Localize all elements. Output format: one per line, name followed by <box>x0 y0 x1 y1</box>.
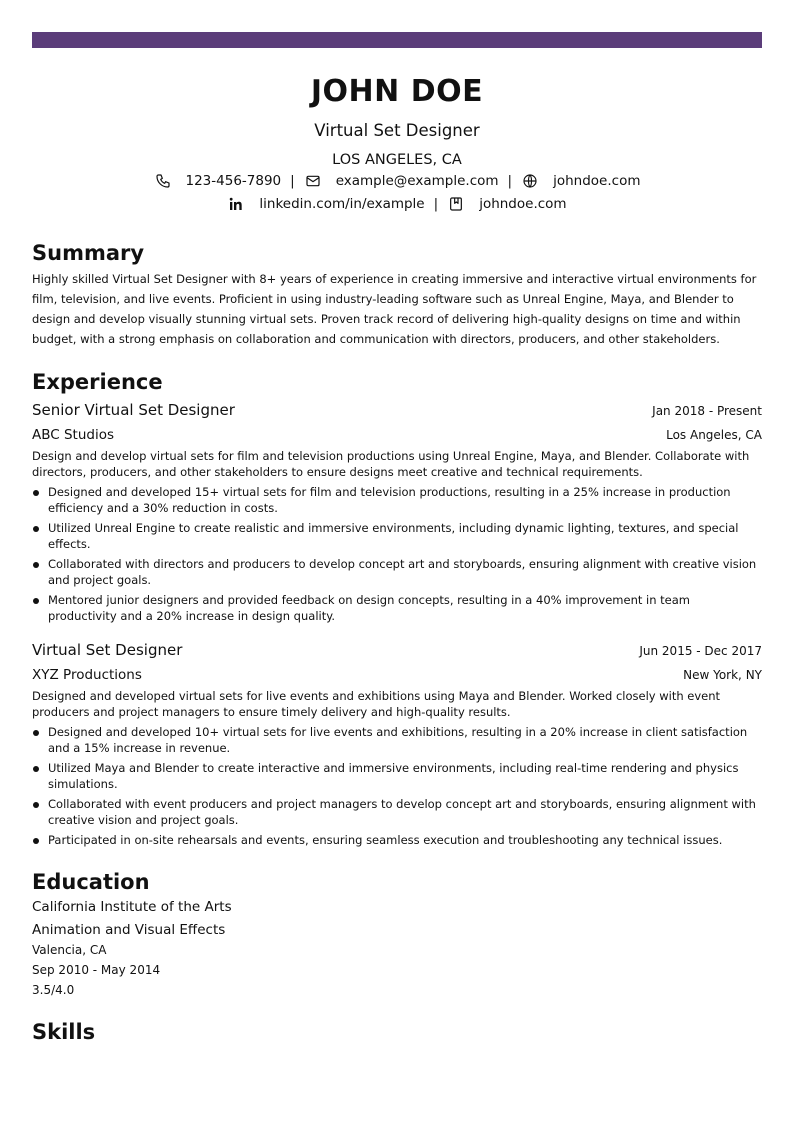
bullet-dot <box>33 766 39 772</box>
job-description: Designed and developed virtual sets for live events and exhibitions using Maya and Blender. Worked closely with event producers and project managers to ensure timely delivery and high-quality results. <box>32 689 721 719</box>
job-description: Design and develop virtual sets for film and television productions using Unreal Engine, Maya, and Blender. Collaborate with directors, producers, and other stakeholders to ensure designs meet creative and technical requirements. <box>32 449 750 479</box>
separator: | <box>507 173 513 189</box>
job-bullets <box>32 484 762 624</box>
candidate-name: JOHN DOE <box>310 74 484 109</box>
bullet-text: Collaborated with directors and producers to develop concept art and storyboards, ensuring alignment with creative vision and project goals. <box>48 557 757 587</box>
job-title: Senior Virtual Set Designer <box>32 401 235 419</box>
education-degree: Animation and Visual Effects <box>32 922 226 938</box>
list-item <box>32 796 762 828</box>
bullet-dot <box>33 490 39 496</box>
job-company: XYZ Productions <box>32 667 142 683</box>
job-company: ABC Studios <box>32 427 115 443</box>
portfolio-link[interactable]: johndoe.com <box>479 196 567 212</box>
education-location: Valencia, CA <box>32 943 107 957</box>
bullet-text: Designed and developed 15+ virtual sets for film and television productions, resulting in a 25% increase in production efficiency and a 30% reduction in costs. <box>48 485 731 515</box>
education-gpa: 3.5/4.0 <box>32 983 75 997</box>
job-dates: Jun 2015 - Dec 2017 <box>639 644 762 658</box>
contact-row-primary <box>32 170 762 192</box>
bullet-text: Utilized Maya and Blender to create interactive and immersive environments, including real-time rendering and physics simulations. <box>48 761 739 791</box>
contact-row-secondary <box>32 193 762 215</box>
job-entry <box>32 640 762 848</box>
email-link[interactable]: example@example.com <box>335 173 499 189</box>
bullet-text: Mentored junior designers and provided feedback on design concepts, resulting in a 40% improvement in team productivity and a 20% increase in design quality. <box>48 593 691 623</box>
experience-heading: Experience <box>32 370 163 394</box>
bullet-dot <box>33 562 39 568</box>
linkedin-link[interactable]: linkedin.com/in/example <box>259 196 425 212</box>
bullet-text: Collaborated with event producers and project managers to develop concept art and storyboards, ensuring alignment with creative vision and project goals. <box>48 797 756 827</box>
bullet-dot <box>33 802 39 808</box>
bookmark-icon <box>447 195 465 213</box>
candidate-location: LOS ANGELES, CA <box>332 152 462 168</box>
website-link[interactable]: johndoe.com <box>553 173 641 189</box>
education-heading: Education <box>32 870 150 894</box>
job-bullets <box>32 724 762 848</box>
list-item <box>32 520 762 552</box>
phone-icon <box>154 172 172 190</box>
skills-heading: Skills <box>32 1020 96 1044</box>
job-entry <box>32 400 762 624</box>
bullet-text: Designed and developed 10+ virtual sets for live events and exhibitions, resulting in a 20% increase in client satisfaction and a 15% increase in revenue. <box>48 725 748 755</box>
summary-text: Highly skilled Virtual Set Designer with 8+ years of experience in creating immersive and interactive virtual environments for film, television, and live events. Proficient in using industry-leading software such as Unreal Engine, Maya, and Blender to design and develop visually stunning virtual sets. Proven track record of delivering high-quality designs on time and within budget, with a strong emphasis on collaboration and communication with directors, producers, and other stakeholders. <box>32 272 757 346</box>
bullet-dot <box>33 598 39 604</box>
list-item <box>32 484 762 516</box>
job-title: Virtual Set Designer <box>32 641 183 659</box>
education-school: California Institute of the Arts <box>32 899 232 915</box>
bullet-text: Utilized Unreal Engine to create realistic and immersive environments, including dynamic lighting, textures, and special effects. <box>48 521 739 551</box>
job-location: Los Angeles, CA <box>666 428 762 442</box>
education-dates: Sep 2010 - May 2014 <box>32 963 161 977</box>
list-item <box>32 556 762 588</box>
summary-heading: Summary <box>32 241 145 265</box>
list-item <box>32 592 762 624</box>
mail-icon <box>304 172 322 190</box>
job-dates: Jan 2018 - Present <box>652 404 762 418</box>
list-item <box>32 832 762 848</box>
globe-icon <box>521 172 539 190</box>
bullet-text: Participated in on-site rehearsals and events, ensuring seamless execution and troubleshooting any technical issues. <box>48 833 723 847</box>
candidate-role: Virtual Set Designer <box>314 121 480 140</box>
resume-page <box>32 32 762 1044</box>
job-location: New York, NY <box>683 668 762 682</box>
accent-bar <box>32 32 762 48</box>
separator: | <box>290 173 295 189</box>
list-item <box>32 760 762 792</box>
bullet-dot <box>33 730 39 736</box>
phone-number[interactable]: 123-456-7890 <box>185 173 282 189</box>
bullet-dot <box>33 526 39 532</box>
bullet-dot <box>33 838 39 844</box>
separator: | <box>433 196 439 212</box>
linkedin-icon <box>227 195 245 213</box>
list-item <box>32 724 762 756</box>
